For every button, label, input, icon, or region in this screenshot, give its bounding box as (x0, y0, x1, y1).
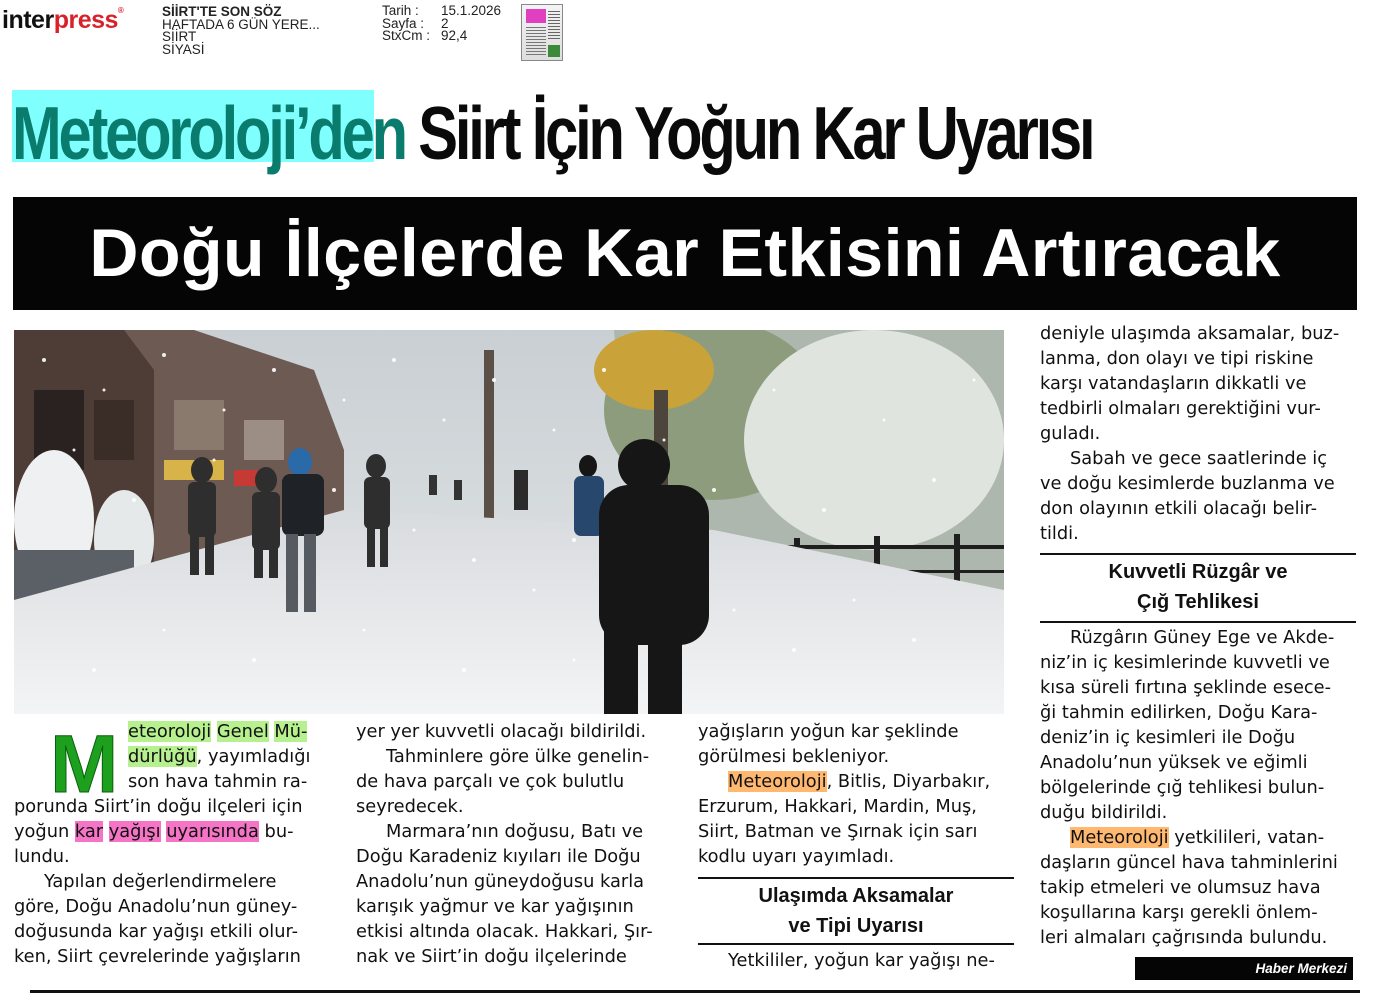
highlight-word: Meteoroloji (728, 771, 827, 792)
text-line: görülmesi bekleniyor. (698, 746, 890, 767)
text-line: kısa süreli fırtına şeklinde esece- (1040, 677, 1332, 698)
logo-part-1: inter (2, 6, 54, 34)
text-line: takip etmeleri ve olumsuz hava (1040, 877, 1321, 898)
text-line: Tahminlere göre ülke genelin- (386, 746, 650, 767)
meta-labels (382, 5, 430, 43)
highlight-word: uyarısında (166, 821, 259, 842)
highlight-word: dürlüğü (128, 746, 197, 767)
text-line: leri almaları çağrısında bulundu. (1040, 927, 1328, 948)
logo-part-2: press (53, 6, 118, 34)
text-line: Sabah ve gece saatlerinde iç (1070, 448, 1328, 469)
bottom-rule (30, 990, 1360, 993)
text-line: kodlu uyarı yayımladı. (698, 846, 895, 867)
subhead-line: Ulaşımda Aksamalar (758, 885, 954, 907)
subheadline-bar (13, 197, 1357, 310)
highlight-word: Mü- (274, 721, 308, 742)
text-line: porunda Siirt’in doğu ilçeleri için (14, 796, 303, 817)
text-fragment: , Bitlis, Diyarbakır, (826, 771, 991, 792)
text-line: Siirt, Batman ve Şırnak için sarı (698, 821, 978, 842)
text-line (14, 744, 324, 769)
subhead-line: Çığ Tehlikesi (1137, 591, 1259, 613)
headline (0, 78, 1376, 188)
page-label: Sayfa : (382, 15, 425, 31)
text-fragment: , yayımladığı (196, 746, 311, 767)
page-thumbnail[interactable] (521, 4, 563, 61)
text-line: yer yer kuvvetli olacağı bildirildi. (356, 721, 647, 742)
headline-part-1: Meteoroloji (12, 91, 296, 175)
text-line (14, 819, 324, 844)
text-line: deniz’in iç kesimleri ile Doğu (1040, 727, 1296, 748)
text-line: yağışların yoğun kar şeklinde (698, 721, 959, 742)
publication-category: SİYASİ (162, 41, 205, 57)
snowy-street-photo (14, 330, 1004, 714)
interpress-logo (2, 6, 123, 35)
text-line: karşı vatandaşların dikkatli ve (1040, 373, 1307, 394)
subhead-line: Kuvvetli Rüzgâr ve (1108, 561, 1288, 583)
text-fragment: bu- (258, 821, 294, 842)
text-line: son hava tahmin ra- (128, 771, 308, 792)
highlight-word: yağışı (108, 821, 161, 842)
text-line: seyredecek. (356, 796, 464, 817)
highlight-word: Genel (216, 721, 269, 742)
text-line: Doğu Karadeniz kıyıları ile Doğu (356, 846, 641, 867)
text-line: Anadolu’nun yüksek ve eğimli (1040, 752, 1308, 773)
article-column-2 (356, 719, 676, 969)
headline-part-3: Siirt İçin Yoğun Kar Uyarısı (418, 91, 1093, 175)
drop-cap: M (50, 719, 119, 810)
text-line: ği tahmin edilirken, Doğu Kara- (1040, 702, 1318, 723)
text-line: Yapılan değerlendirmelere (44, 871, 277, 892)
text-line: niz’in iç kesimlerinde kuvvetli ve (1040, 652, 1330, 673)
publication-name: SİİRT'TE SON SÖZ (162, 4, 282, 19)
date-label: Tarih : (382, 3, 419, 18)
text-line: daşların güncel hava tahminlerini (1040, 852, 1338, 873)
text-line: duğu bildirildi. (1040, 802, 1168, 823)
text-fragment: yetkilileri, vatan- (1168, 827, 1325, 848)
text-line: lanma, don olayı ve tipi riskine (1040, 348, 1314, 369)
text-line: doğusunda kar yağışı etkili olur- (14, 921, 299, 942)
byline: Haber Merkezi (1135, 957, 1353, 980)
text-line: Erzurum, Hakkari, Mardin, Muş, (698, 796, 977, 817)
text-line: nak ve Siirt’in doğu ilçelerinde (356, 946, 627, 967)
meta-values (441, 5, 501, 43)
highlight-word: kar (74, 821, 104, 842)
text-line: Yetkililer, yoğun kar yağışı ne- (728, 950, 995, 971)
text-line: deniyle ulaşımda aksamalar, buz- (1040, 323, 1340, 344)
text-fragment: yoğun (14, 821, 75, 842)
text-line: göre, Doğu Anadolu’nun güney- (14, 896, 298, 917)
text-line: ken, Siirt çevrelerinde yağışların (14, 946, 301, 967)
logo-registered-mark: ® (117, 6, 124, 15)
article-column-3-continued (698, 948, 1014, 973)
text-line: tildi. (1040, 523, 1079, 544)
page-value: 2 (441, 15, 449, 31)
text-line (1040, 825, 1358, 850)
text-line: ve doğu kesimlerde buzlanma ve (1040, 473, 1335, 494)
highlight-word: Meteoroloji (1070, 827, 1169, 848)
article-column-3 (698, 719, 1014, 869)
text-line: guladı. (1040, 423, 1101, 444)
stxcm-label: StxCm : (382, 28, 431, 43)
text-line: etkisi altında olacak. Hakkari, Şır- (356, 921, 653, 942)
highlight-word: eteoroloji (128, 721, 212, 742)
text-line: Rüzgârın Güney Ege ve Akde- (1070, 627, 1335, 648)
text-line (698, 769, 1014, 794)
text-line: lundu. (14, 846, 70, 867)
headline-text (12, 78, 1092, 188)
date-value: 15.1.2026 (441, 3, 502, 18)
subheadline: Doğu İlçelerde Kar Etkisini Artıracak (89, 215, 1281, 291)
text-line: de hava parçalı ve çok bulutlu (356, 771, 625, 792)
headline-part-2: ’den (295, 91, 419, 175)
subhead-line: ve Tipi Uyarısı (788, 915, 924, 937)
stxcm-value: 92,4 (441, 28, 468, 43)
text-line: koşullarına karşı gerekli önlem- (1040, 902, 1318, 923)
article-column-1 (14, 719, 324, 969)
article-column-4 (1040, 321, 1358, 546)
text-line (14, 719, 324, 744)
publication-city: SİİRT (162, 29, 197, 44)
text-line: karışık yağmur ve kar yağışının (356, 896, 634, 917)
publication-info (162, 6, 320, 56)
text-line: tedbirli olmaları gerektiğini vur- (1040, 398, 1321, 419)
subhead-transport (698, 877, 1014, 945)
text-line: don olayının etkili olacağı belir- (1040, 498, 1318, 519)
text-line: Marmara’nın doğusu, Batı ve (386, 821, 644, 842)
subhead-wind (1040, 553, 1356, 623)
publication-frequency: HAFTADA 6 GÜN YERE... (162, 16, 320, 32)
text-line: Anadolu’nun güneydoğusu karla (356, 871, 645, 892)
text-line: bölgelerinde çığ tehlikesi bulun- (1040, 777, 1325, 798)
article-column-4-continued (1040, 625, 1358, 950)
